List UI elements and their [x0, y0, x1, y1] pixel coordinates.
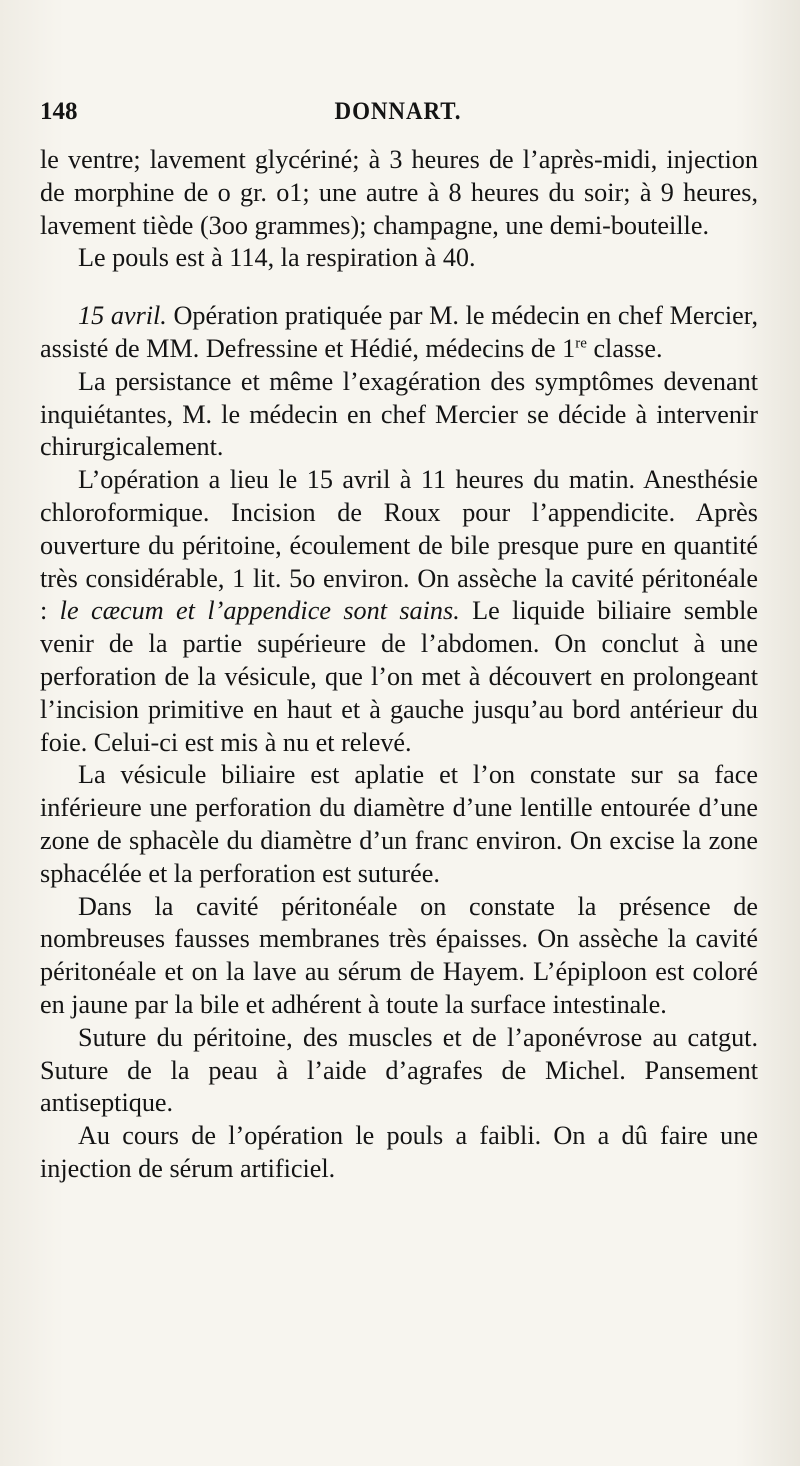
running-title: DONNART.	[334, 98, 462, 125]
paragraph-operation-details	[40, 464, 758, 759]
page-number: 148	[40, 98, 78, 125]
paragraph-peritoneal-cavity: Dans la cavité péritonéale on constate la présence de nombreuses fausses membranes très épaisses. On assèche la cavité péritonéale et on la lave au sérum de Hayem. L’épiploon est coloré en jaune par la bile et adhérent à toute la surface intestinale.	[40, 891, 758, 1019]
paragraph-decision: La persistance et même l’exagération des symptômes devenant inquiétantes, M. le médecin en chef Mercier se décide à intervenir chirurgicalement.	[40, 366, 758, 462]
margin-shadow	[770, 1336, 800, 1466]
page-header	[40, 98, 756, 130]
paragraph-suture: Suture du péritoine, des muscles et de l’aponévrose au catgut. Suture de la peau à l’aide d’agrafes de Michel. Pansement antiseptique.	[40, 1022, 758, 1118]
paragraph-serum: Au cours de l’opération le pouls a faibli. On a dû faire une injection de sérum artificiel.	[40, 1121, 758, 1183]
operation-details-after: Le liquide biliaire semble venir de la partie supérieure de l’abdomen. On conclut à une perforation de la vésicule, que l’on met à découvert en prolongeant l’incision primitive en haut et à gauche jusqu’au bord antérieur du foie. Celui-ci est mis à nu et relevé.	[40, 596, 758, 757]
paragraph-operation-date	[40, 300, 758, 366]
paragraph-continuation: le ventre; lavement glycériné; à 3 heures de l’après-midi, injection de morphine de o gr. o1; une autre à 8 heures du soir; à 9 heures, lavement tiède (3oo grammes); champagne, une demi-bouteille.	[40, 145, 758, 240]
paragraph-pulse: Le pouls est à 114, la respiration à 40.	[78, 243, 476, 273]
operation-details-italic: le cæcum et l’appendice sont sains.	[59, 596, 460, 626]
ordinal-suffix: re	[575, 335, 587, 352]
operation-details-before: L’opération a lieu le 15 avril à 11 heures du matin. Anesthésie chloroformique. Incision de Roux pour l’appendicite. Après ouverture du péritoine, écoulement de bile presque pure en quantité très considérable, 1 lit. 5o environ. On assèche la cavité péritonéale :	[40, 465, 758, 626]
operation-text: Opération pratiquée par M. le médecin en chef Mercier, assisté de MM. Defressine et Hédié, médecins de 1	[40, 301, 758, 363]
operation-date: 15 avril.	[78, 301, 167, 331]
paragraph-vesicle: La vésicule biliaire est aplatie et l’on constate sur sa face inférieure une perforation du diamètre d’une lentille entourée d’une zone de sphacèle du diamètre d’un franc environ. On excise la zone sphacélée et la perforation est suturée.	[40, 760, 758, 888]
body-text	[40, 144, 758, 1186]
operation-text-tail: classe.	[586, 333, 663, 363]
